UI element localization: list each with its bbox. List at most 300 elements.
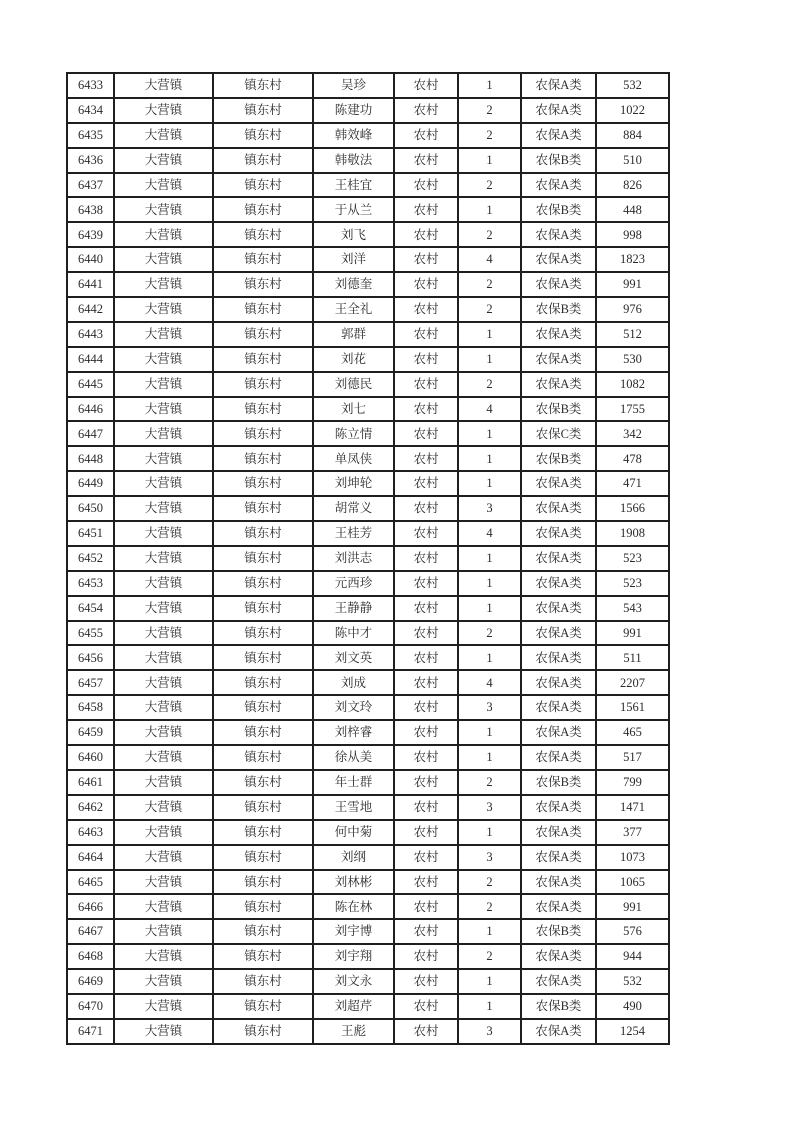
insurance-category-cell: 农保A类	[521, 795, 596, 820]
serial-number-cell: 6436	[67, 148, 114, 173]
person-name-cell: 元西珍	[313, 571, 394, 596]
household-type-cell: 农村	[394, 845, 458, 870]
insurance-category-cell: 农保A类	[521, 894, 596, 919]
village-cell: 镇东村	[213, 471, 313, 496]
serial-number-cell: 6437	[67, 173, 114, 198]
person-name-cell: 刘德奎	[313, 272, 394, 297]
town-cell: 大营镇	[114, 197, 213, 222]
serial-number-cell: 6465	[67, 870, 114, 895]
town-cell: 大营镇	[114, 770, 213, 795]
amount-cell: 523	[596, 546, 669, 571]
household-type-cell: 农村	[394, 919, 458, 944]
amount-cell: 2207	[596, 670, 669, 695]
amount-cell: 576	[596, 919, 669, 944]
town-cell: 大营镇	[114, 372, 213, 397]
amount-cell: 377	[596, 820, 669, 845]
insurance-category-cell: 农保A类	[521, 645, 596, 670]
town-cell: 大营镇	[114, 571, 213, 596]
person-count-cell: 1	[458, 994, 521, 1019]
table-row	[67, 471, 669, 496]
household-type-cell: 农村	[394, 670, 458, 695]
serial-number-cell: 6444	[67, 347, 114, 372]
town-cell: 大营镇	[114, 596, 213, 621]
village-cell: 镇东村	[213, 446, 313, 471]
person-name-cell: 刘七	[313, 397, 394, 422]
table-row	[67, 546, 669, 571]
amount-cell: 1065	[596, 870, 669, 895]
serial-number-cell: 6435	[67, 123, 114, 148]
amount-cell: 523	[596, 571, 669, 596]
insurance-category-cell: 农保C类	[521, 421, 596, 446]
person-name-cell: 韩效峰	[313, 123, 394, 148]
person-name-cell: 刘花	[313, 347, 394, 372]
household-type-cell: 农村	[394, 521, 458, 546]
amount-cell: 884	[596, 123, 669, 148]
table-row	[67, 247, 669, 272]
insurance-category-cell: 农保A类	[521, 123, 596, 148]
town-cell: 大营镇	[114, 173, 213, 198]
household-type-cell: 农村	[394, 73, 458, 98]
person-count-cell: 2	[458, 870, 521, 895]
household-type-cell: 农村	[394, 297, 458, 322]
insurance-category-cell: 农保A类	[521, 820, 596, 845]
household-type-cell: 农村	[394, 496, 458, 521]
serial-number-cell: 6462	[67, 795, 114, 820]
village-cell: 镇东村	[213, 98, 313, 123]
village-cell: 镇东村	[213, 944, 313, 969]
person-count-cell: 2	[458, 944, 521, 969]
insurance-category-cell: 农保A类	[521, 546, 596, 571]
town-cell: 大营镇	[114, 73, 213, 98]
serial-number-cell: 6434	[67, 98, 114, 123]
household-type-cell: 农村	[394, 446, 458, 471]
town-cell: 大营镇	[114, 845, 213, 870]
household-type-cell: 农村	[394, 870, 458, 895]
insurance-category-cell: 农保A类	[521, 247, 596, 272]
insurance-records-table	[66, 72, 670, 1045]
person-name-cell: 王静静	[313, 596, 394, 621]
household-type-cell: 农村	[394, 969, 458, 994]
village-cell: 镇东村	[213, 870, 313, 895]
insurance-category-cell: 农保B类	[521, 919, 596, 944]
household-type-cell: 农村	[394, 98, 458, 123]
insurance-category-cell: 农保A类	[521, 695, 596, 720]
amount-cell: 1823	[596, 247, 669, 272]
household-type-cell: 农村	[394, 272, 458, 297]
village-cell: 镇东村	[213, 197, 313, 222]
household-type-cell: 农村	[394, 546, 458, 571]
amount-cell: 517	[596, 745, 669, 770]
insurance-category-cell: 农保A类	[521, 173, 596, 198]
table-row	[67, 894, 669, 919]
serial-number-cell: 6464	[67, 845, 114, 870]
insurance-category-cell: 农保A类	[521, 670, 596, 695]
insurance-category-cell: 农保A类	[521, 621, 596, 646]
serial-number-cell: 6455	[67, 621, 114, 646]
village-cell: 镇东村	[213, 645, 313, 670]
town-cell: 大营镇	[114, 695, 213, 720]
village-cell: 镇东村	[213, 596, 313, 621]
village-cell: 镇东村	[213, 571, 313, 596]
person-count-cell: 2	[458, 894, 521, 919]
person-count-cell: 3	[458, 795, 521, 820]
household-type-cell: 农村	[394, 148, 458, 173]
serial-number-cell: 6463	[67, 820, 114, 845]
town-cell: 大营镇	[114, 471, 213, 496]
person-name-cell: 王雪地	[313, 795, 394, 820]
serial-number-cell: 6471	[67, 1019, 114, 1044]
town-cell: 大营镇	[114, 98, 213, 123]
person-count-cell: 2	[458, 173, 521, 198]
serial-number-cell: 6439	[67, 222, 114, 247]
village-cell: 镇东村	[213, 845, 313, 870]
person-name-cell: 徐从美	[313, 745, 394, 770]
serial-number-cell: 6442	[67, 297, 114, 322]
household-type-cell: 农村	[394, 820, 458, 845]
amount-cell: 826	[596, 173, 669, 198]
town-cell: 大营镇	[114, 969, 213, 994]
person-name-cell: 何中菊	[313, 820, 394, 845]
table-row	[67, 496, 669, 521]
table-body	[67, 73, 669, 1044]
village-cell: 镇东村	[213, 222, 313, 247]
village-cell: 镇东村	[213, 994, 313, 1019]
insurance-category-cell: 农保A类	[521, 1019, 596, 1044]
amount-cell: 1073	[596, 845, 669, 870]
household-type-cell: 农村	[394, 1019, 458, 1044]
table-row	[67, 670, 669, 695]
serial-number-cell: 6470	[67, 994, 114, 1019]
person-name-cell: 刘文玲	[313, 695, 394, 720]
amount-cell: 530	[596, 347, 669, 372]
amount-cell: 991	[596, 621, 669, 646]
insurance-category-cell: 农保A类	[521, 596, 596, 621]
serial-number-cell: 6461	[67, 770, 114, 795]
village-cell: 镇东村	[213, 372, 313, 397]
serial-number-cell: 6454	[67, 596, 114, 621]
person-name-cell: 刘纲	[313, 845, 394, 870]
amount-cell: 511	[596, 645, 669, 670]
village-cell: 镇东村	[213, 148, 313, 173]
person-count-cell: 1	[458, 645, 521, 670]
household-type-cell: 农村	[394, 994, 458, 1019]
amount-cell: 1022	[596, 98, 669, 123]
person-name-cell: 陈在林	[313, 894, 394, 919]
person-name-cell: 刘飞	[313, 222, 394, 247]
person-count-cell: 1	[458, 446, 521, 471]
village-cell: 镇东村	[213, 123, 313, 148]
amount-cell: 532	[596, 969, 669, 994]
town-cell: 大营镇	[114, 745, 213, 770]
amount-cell: 510	[596, 148, 669, 173]
table-row	[67, 571, 669, 596]
village-cell: 镇东村	[213, 397, 313, 422]
table-row	[67, 347, 669, 372]
town-cell: 大营镇	[114, 347, 213, 372]
household-type-cell: 农村	[394, 770, 458, 795]
household-type-cell: 农村	[394, 645, 458, 670]
person-count-cell: 1	[458, 197, 521, 222]
serial-number-cell: 6458	[67, 695, 114, 720]
person-count-cell: 2	[458, 770, 521, 795]
insurance-category-cell: 农保B类	[521, 197, 596, 222]
insurance-category-cell: 农保B类	[521, 397, 596, 422]
town-cell: 大营镇	[114, 870, 213, 895]
person-count-cell: 1	[458, 969, 521, 994]
serial-number-cell: 6441	[67, 272, 114, 297]
serial-number-cell: 6459	[67, 720, 114, 745]
household-type-cell: 农村	[394, 795, 458, 820]
insurance-category-cell: 农保A类	[521, 944, 596, 969]
amount-cell: 799	[596, 770, 669, 795]
household-type-cell: 农村	[394, 322, 458, 347]
person-name-cell: 刘洪志	[313, 546, 394, 571]
household-type-cell: 农村	[394, 695, 458, 720]
village-cell: 镇东村	[213, 347, 313, 372]
table-row	[67, 695, 669, 720]
amount-cell: 1755	[596, 397, 669, 422]
person-count-cell: 1	[458, 720, 521, 745]
town-cell: 大营镇	[114, 944, 213, 969]
person-name-cell: 王桂宜	[313, 173, 394, 198]
person-count-cell: 1	[458, 546, 521, 571]
household-type-cell: 农村	[394, 621, 458, 646]
serial-number-cell: 6456	[67, 645, 114, 670]
person-name-cell: 王彪	[313, 1019, 394, 1044]
table-row	[67, 596, 669, 621]
person-count-cell: 1	[458, 347, 521, 372]
table-row	[67, 421, 669, 446]
table-row	[67, 297, 669, 322]
amount-cell: 1254	[596, 1019, 669, 1044]
table-row	[67, 770, 669, 795]
amount-cell: 998	[596, 222, 669, 247]
person-count-cell: 2	[458, 123, 521, 148]
town-cell: 大营镇	[114, 820, 213, 845]
insurance-category-cell: 农保A类	[521, 372, 596, 397]
insurance-category-cell: 农保B类	[521, 994, 596, 1019]
person-count-cell: 4	[458, 397, 521, 422]
person-name-cell: 单凤侠	[313, 446, 394, 471]
table-row	[67, 148, 669, 173]
person-name-cell: 王全礼	[313, 297, 394, 322]
village-cell: 镇东村	[213, 770, 313, 795]
serial-number-cell: 6443	[67, 322, 114, 347]
table-row	[67, 795, 669, 820]
table-row	[67, 820, 669, 845]
table-row	[67, 322, 669, 347]
table-row	[67, 969, 669, 994]
village-cell: 镇东村	[213, 173, 313, 198]
village-cell: 镇东村	[213, 297, 313, 322]
town-cell: 大营镇	[114, 795, 213, 820]
household-type-cell: 农村	[394, 247, 458, 272]
town-cell: 大营镇	[114, 247, 213, 272]
person-name-cell: 胡常义	[313, 496, 394, 521]
insurance-category-cell: 农保A类	[521, 322, 596, 347]
table-row	[67, 197, 669, 222]
insurance-category-cell: 农保A类	[521, 73, 596, 98]
insurance-category-cell: 农保A类	[521, 870, 596, 895]
amount-cell: 478	[596, 446, 669, 471]
person-name-cell: 陈中才	[313, 621, 394, 646]
village-cell: 镇东村	[213, 919, 313, 944]
insurance-category-cell: 农保A类	[521, 720, 596, 745]
table-row	[67, 919, 669, 944]
household-type-cell: 农村	[394, 894, 458, 919]
person-name-cell: 郭群	[313, 322, 394, 347]
serial-number-cell: 6448	[67, 446, 114, 471]
village-cell: 镇东村	[213, 621, 313, 646]
person-name-cell: 陈建功	[313, 98, 394, 123]
insurance-category-cell: 农保A类	[521, 496, 596, 521]
household-type-cell: 农村	[394, 944, 458, 969]
town-cell: 大营镇	[114, 446, 213, 471]
insurance-category-cell: 农保A类	[521, 471, 596, 496]
insurance-category-cell: 农保A类	[521, 969, 596, 994]
serial-number-cell: 6438	[67, 197, 114, 222]
person-count-cell: 3	[458, 845, 521, 870]
town-cell: 大营镇	[114, 297, 213, 322]
person-count-cell: 2	[458, 372, 521, 397]
town-cell: 大营镇	[114, 546, 213, 571]
town-cell: 大营镇	[114, 123, 213, 148]
insurance-category-cell: 农保A类	[521, 98, 596, 123]
table-row	[67, 446, 669, 471]
table-row	[67, 222, 669, 247]
person-count-cell: 2	[458, 98, 521, 123]
town-cell: 大营镇	[114, 397, 213, 422]
amount-cell: 490	[596, 994, 669, 1019]
person-count-cell: 1	[458, 471, 521, 496]
household-type-cell: 农村	[394, 720, 458, 745]
person-count-cell: 3	[458, 496, 521, 521]
amount-cell: 1908	[596, 521, 669, 546]
town-cell: 大营镇	[114, 322, 213, 347]
amount-cell: 1561	[596, 695, 669, 720]
serial-number-cell: 6451	[67, 521, 114, 546]
table-row	[67, 173, 669, 198]
serial-number-cell: 6446	[67, 397, 114, 422]
amount-cell: 543	[596, 596, 669, 621]
person-count-cell: 2	[458, 272, 521, 297]
insurance-category-cell: 农保A类	[521, 272, 596, 297]
town-cell: 大营镇	[114, 894, 213, 919]
amount-cell: 448	[596, 197, 669, 222]
person-name-cell: 吴珍	[313, 73, 394, 98]
person-count-cell: 1	[458, 421, 521, 446]
insurance-category-cell: 农保A类	[521, 571, 596, 596]
serial-number-cell: 6445	[67, 372, 114, 397]
insurance-category-cell: 农保B类	[521, 148, 596, 173]
person-count-cell: 4	[458, 247, 521, 272]
insurance-category-cell: 农保A类	[521, 745, 596, 770]
person-name-cell: 刘宇翔	[313, 944, 394, 969]
serial-number-cell: 6467	[67, 919, 114, 944]
table-row	[67, 123, 669, 148]
person-count-cell: 3	[458, 1019, 521, 1044]
person-count-cell: 1	[458, 571, 521, 596]
village-cell: 镇东村	[213, 695, 313, 720]
table-row	[67, 272, 669, 297]
table-row	[67, 1019, 669, 1044]
person-name-cell: 刘成	[313, 670, 394, 695]
person-name-cell: 陈立情	[313, 421, 394, 446]
town-cell: 大营镇	[114, 919, 213, 944]
table-row	[67, 397, 669, 422]
person-count-cell: 1	[458, 919, 521, 944]
village-cell: 镇东村	[213, 670, 313, 695]
table-row	[67, 645, 669, 670]
person-count-cell: 1	[458, 148, 521, 173]
village-cell: 镇东村	[213, 546, 313, 571]
table-row	[67, 521, 669, 546]
person-count-cell: 4	[458, 670, 521, 695]
village-cell: 镇东村	[213, 894, 313, 919]
village-cell: 镇东村	[213, 795, 313, 820]
amount-cell: 532	[596, 73, 669, 98]
town-cell: 大营镇	[114, 645, 213, 670]
amount-cell: 1082	[596, 372, 669, 397]
insurance-category-cell: 农保A类	[521, 845, 596, 870]
person-name-cell: 刘超芹	[313, 994, 394, 1019]
table-row	[67, 372, 669, 397]
person-name-cell: 王桂芳	[313, 521, 394, 546]
household-type-cell: 农村	[394, 347, 458, 372]
amount-cell: 991	[596, 272, 669, 297]
amount-cell: 342	[596, 421, 669, 446]
town-cell: 大营镇	[114, 521, 213, 546]
amount-cell: 1566	[596, 496, 669, 521]
village-cell: 镇东村	[213, 421, 313, 446]
household-type-cell: 农村	[394, 372, 458, 397]
person-name-cell: 于从兰	[313, 197, 394, 222]
village-cell: 镇东村	[213, 820, 313, 845]
person-count-cell: 2	[458, 621, 521, 646]
village-cell: 镇东村	[213, 73, 313, 98]
person-count-cell: 1	[458, 596, 521, 621]
table-row	[67, 720, 669, 745]
insurance-category-cell: 农保A类	[521, 521, 596, 546]
amount-cell: 1471	[596, 795, 669, 820]
table-row	[67, 621, 669, 646]
village-cell: 镇东村	[213, 969, 313, 994]
serial-number-cell: 6466	[67, 894, 114, 919]
household-type-cell: 农村	[394, 596, 458, 621]
town-cell: 大营镇	[114, 222, 213, 247]
town-cell: 大营镇	[114, 148, 213, 173]
serial-number-cell: 6468	[67, 944, 114, 969]
table-row	[67, 98, 669, 123]
person-count-cell: 2	[458, 222, 521, 247]
serial-number-cell: 6469	[67, 969, 114, 994]
household-type-cell: 农村	[394, 571, 458, 596]
table-row	[67, 845, 669, 870]
table-row	[67, 73, 669, 98]
person-name-cell: 刘梓睿	[313, 720, 394, 745]
village-cell: 镇东村	[213, 272, 313, 297]
person-name-cell: 刘坤轮	[313, 471, 394, 496]
person-name-cell: 刘德民	[313, 372, 394, 397]
village-cell: 镇东村	[213, 247, 313, 272]
serial-number-cell: 6440	[67, 247, 114, 272]
amount-cell: 944	[596, 944, 669, 969]
person-count-cell: 1	[458, 322, 521, 347]
insurance-category-cell: 农保B类	[521, 297, 596, 322]
table-row	[67, 994, 669, 1019]
serial-number-cell: 6449	[67, 471, 114, 496]
serial-number-cell: 6447	[67, 421, 114, 446]
